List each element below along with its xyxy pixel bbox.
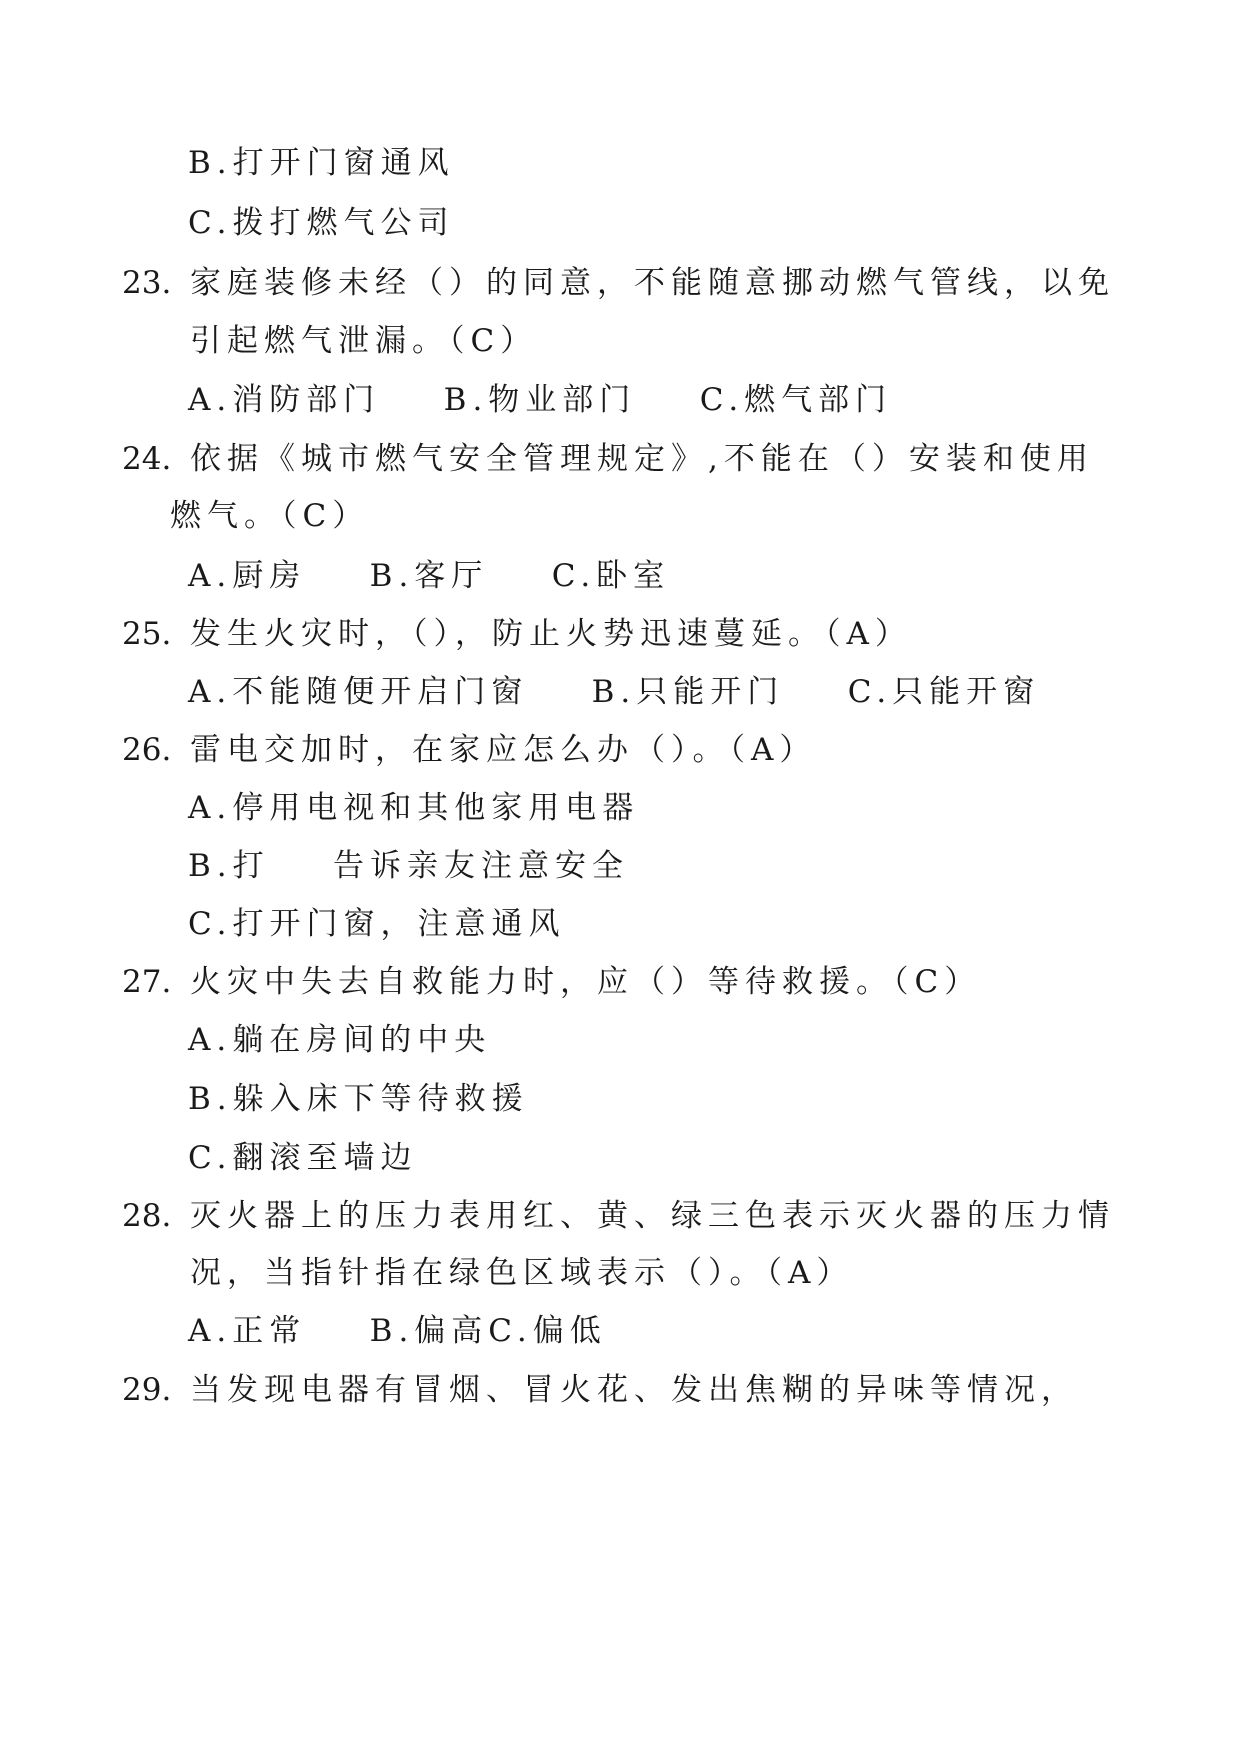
q29-number: 29. <box>122 1372 172 1408</box>
q26-option-c: C.打开门窗，注意通风 <box>188 906 566 942</box>
q28-text-line2: 况，当指针指在绿色区域表示（）。（A） <box>190 1255 854 1291</box>
q24-options: A.厨房 B.客厅 C.卧室 <box>188 558 671 594</box>
q26-option-b: B.打 告诉亲友注意安全 <box>188 848 630 884</box>
q25-options: A.不能随便开启门窗 B.只能开门 C.只能开窗 <box>188 674 1041 710</box>
q27-option-a: A.躺在房间的中央 <box>188 1022 492 1058</box>
q26-option-a: A.停用电视和其他家用电器 <box>188 790 640 826</box>
q29-text-line1: 当发现电器有冒烟、冒火花、发出焦糊的异味等情况， <box>190 1372 1078 1408</box>
q28-number: 28. <box>122 1198 172 1234</box>
q28-text-line1: 灭火器上的压力表用红、黄、绿三色表示灭火器的压力情 <box>190 1198 1115 1234</box>
q27-number: 27. <box>122 964 172 1000</box>
q26-text-line1: 雷电交加时，在家应怎么办（）。（A） <box>190 732 817 768</box>
q27-option-c: C.翻滚至墙边 <box>188 1140 418 1176</box>
q26-number: 26. <box>122 732 172 768</box>
q23-text-line2: 引起燃气泄漏。（C） <box>190 323 538 359</box>
q24-text-line2: 燃气。（C） <box>170 498 370 534</box>
q25-text-line1: 发生火灾时，（），防止火势迅速蔓延。（A） <box>190 616 912 652</box>
q28-options: A.正常 B.偏高C.偏低 <box>188 1313 607 1349</box>
q23-number: 23. <box>122 265 172 301</box>
q24-text-line1: 依据《城市燃气安全管理规定》,不能在（）安装和使用 <box>190 441 1094 477</box>
q24-number: 24. <box>122 441 172 477</box>
q23-text-line1: 家庭装修未经（）的同意，不能随意挪动燃气管线，以免 <box>190 265 1115 301</box>
q22-option-c: C.拨打燃气公司 <box>188 205 455 241</box>
q27-text-line1: 火灾中失去自救能力时，应（）等待救援。（C） <box>190 964 982 1000</box>
q22-option-b: B.打开门窗通风 <box>188 145 455 181</box>
q27-option-b: B.躲入床下等待救援 <box>188 1081 529 1117</box>
q25-number: 25. <box>122 616 172 652</box>
q23-options: A.消防部门 B.物业部门 C.燃气部门 <box>188 382 893 418</box>
